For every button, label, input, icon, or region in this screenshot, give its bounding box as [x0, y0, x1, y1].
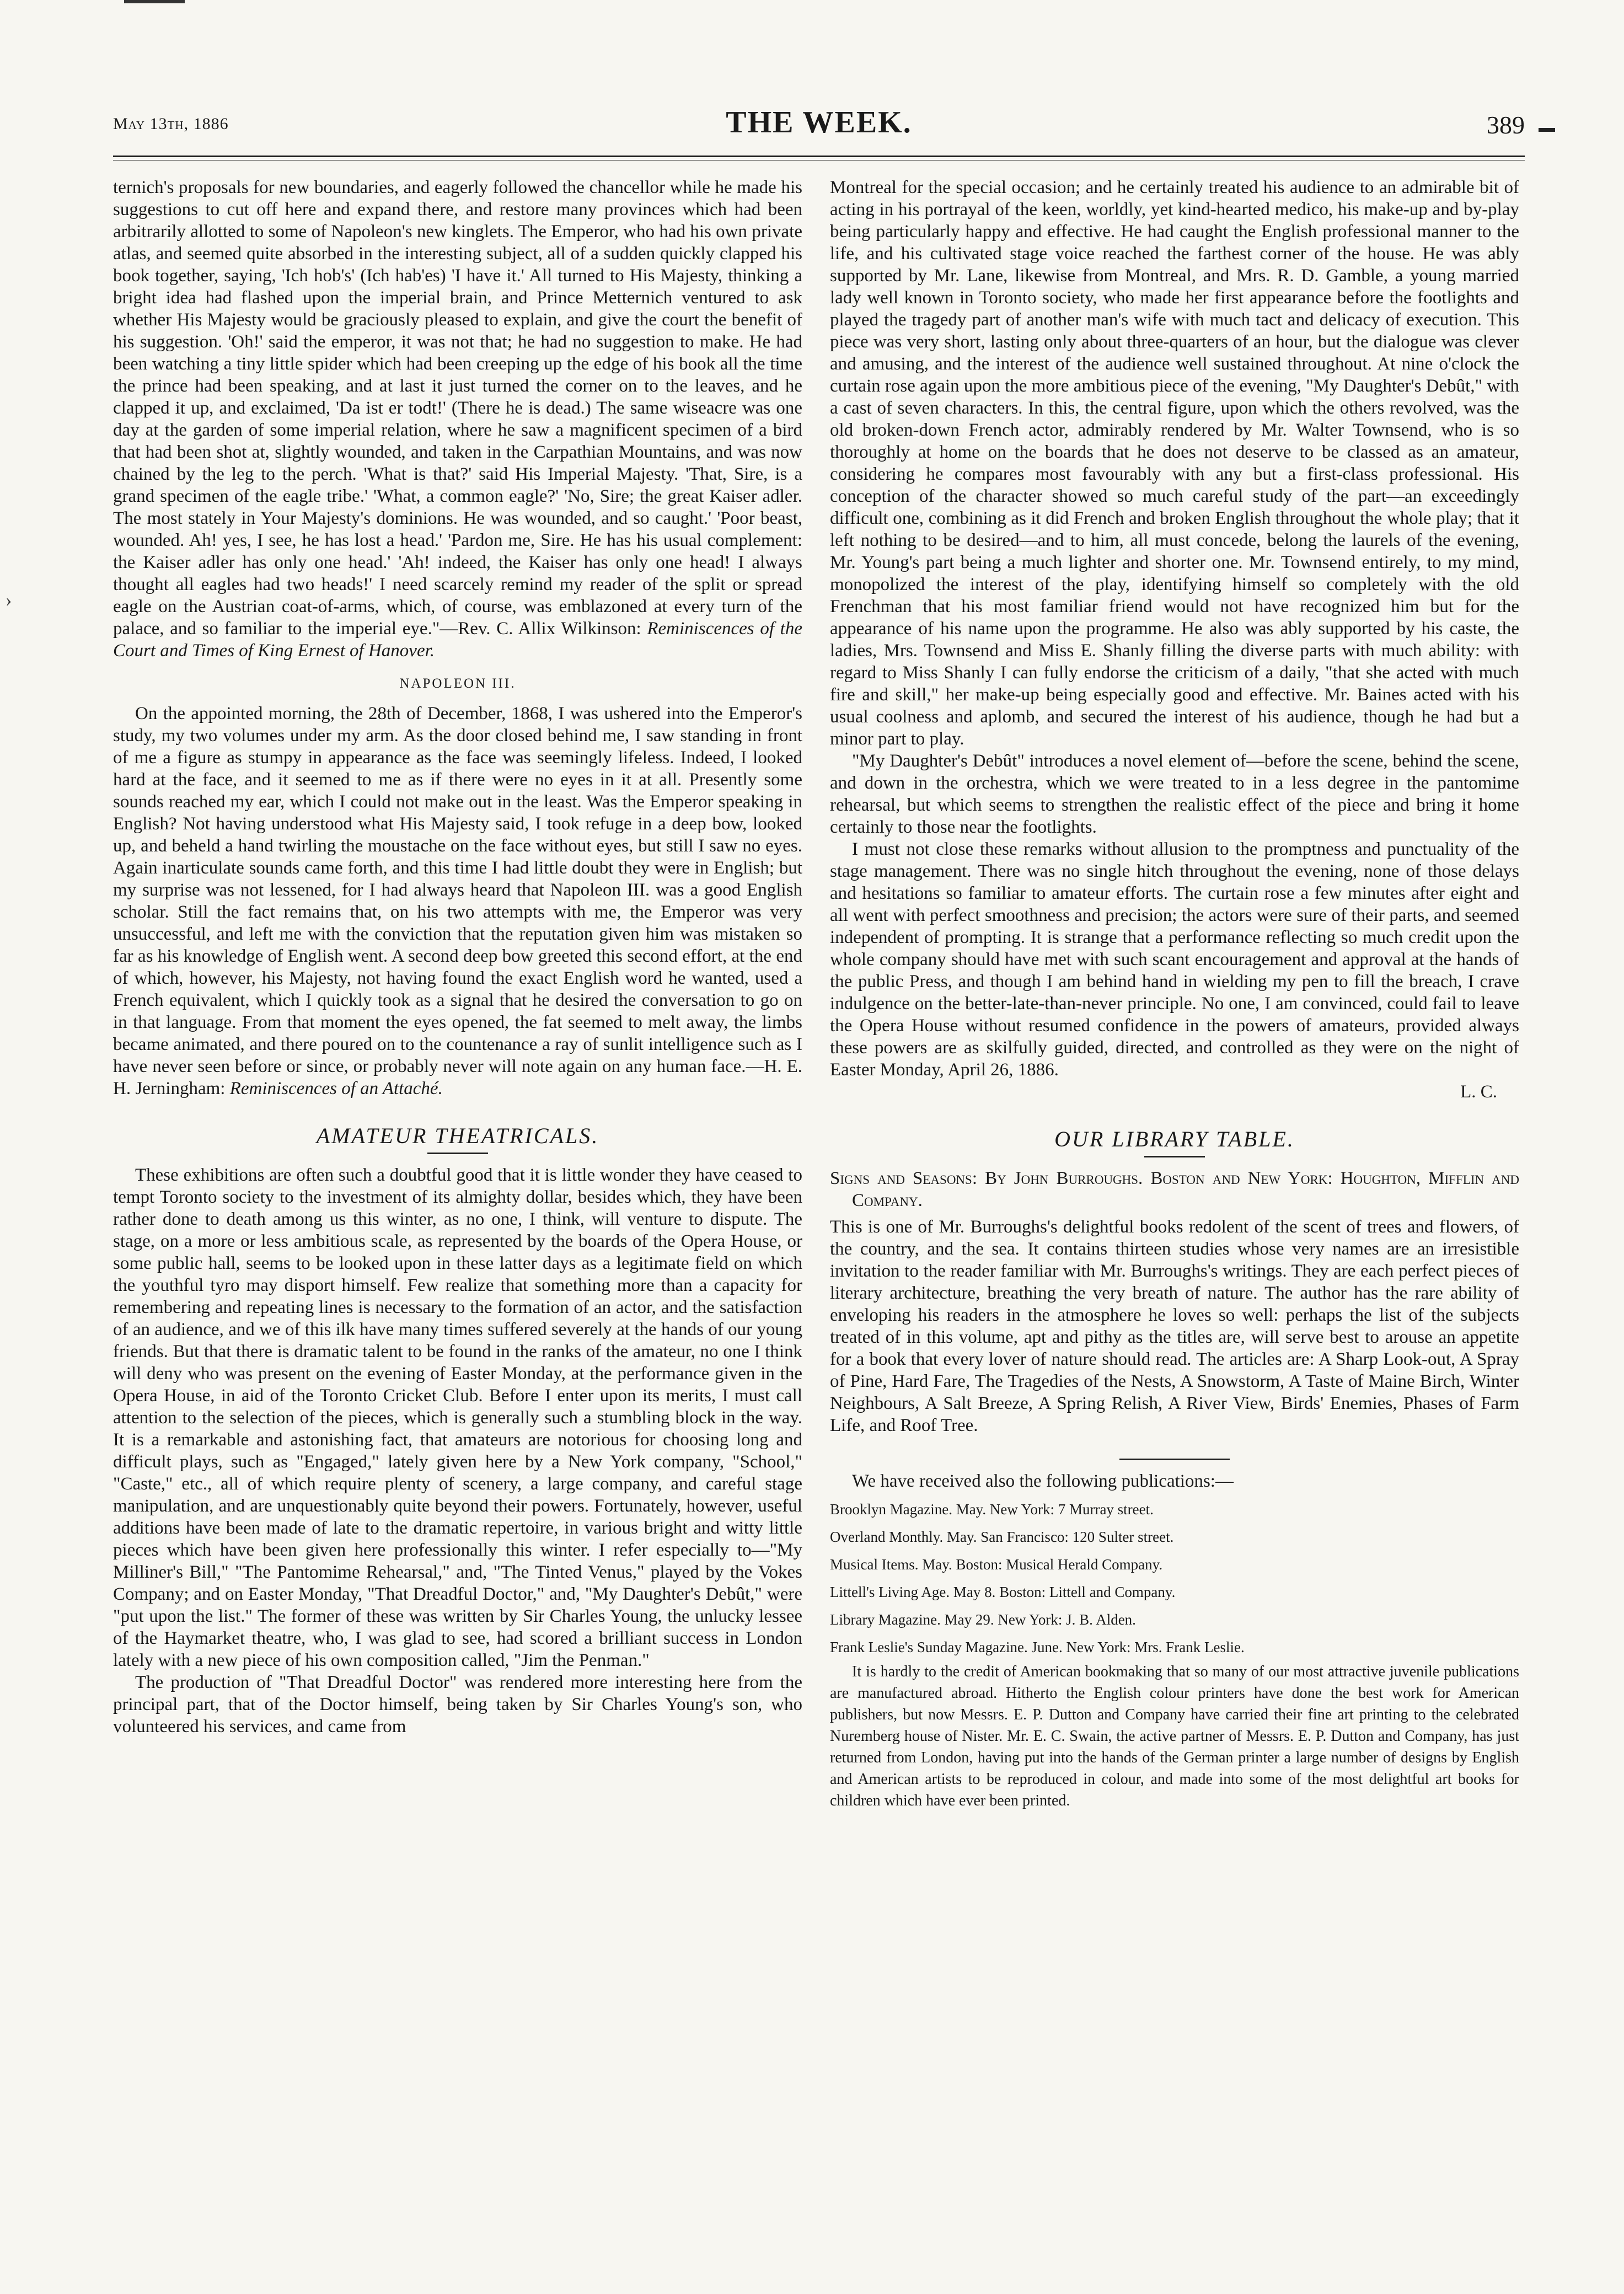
amateur-continued-paragraph: "My Daughter's Debût" introduces a novel element of—before the scene, behind the scene, and down in the orchestra, which we were treated to in a less degree in the pantomime rehearsal, but which seems to strengthen the realistic effect of the piece and bring it home certainly to those near the footlights.	[830, 751, 1519, 837]
section-divider	[1144, 1156, 1205, 1157]
napoleon-article	[113, 703, 802, 1100]
masthead-title: THE WEEK.	[726, 105, 912, 140]
amateur-paragraph: These exhibitions are often such a doubtful good that it is little wonder they have ceased to tempt Toronto society to the investment of its almighty dollar, besides which, they have been rather done to death among us this winter, as no one, I think, will venture to dispute. The stage, on a more or less ambitious scale, as represented by the boards of the Opera House, or some public hall, seems to be looked upon in these latter days as a legitimate field on which the youthful tyro may disport himself. Few realize that something more than a capacity for remembering and repeating lines is necessary to the formation of an actor, and the satisfaction of an audience, and we of this ilk have many times suffered severely at the hands of our young friends. But that there is dramatic talent to be found in the ranks of the amateur, no one I think will deny who was present on the evening of Easter Monday, at the performance given in the Opera House, in aid of the Toronto Cricket Club. Before I enter upon its merits, I must call attention to the selection of the pieces, which is generally such a stumbling block in the way. It is a remarkable and astonishing fact, that amateurs are notorious for choosing long and difficult plays, such as "Engaged," lately given here by a New York company, "School," "Caste," etc., all of which require plenty of scenery, a large company, and careful stage manipulation, and are unquestionably quite beyond their powers. Fortunately, however, useful additions have been made of late to the dramatic repertoire, in various bright and witty little pieces which have been given here professionally this winter. I refer especially to—"My Milliner's Bill," "The Pantomime Rehearsal," and, "The Tinted Venus," played by the Vokes Company; and on Easter Monday, "That Dreadful Doctor," and, "My Daughter's Debût," were "put upon the list." The former of these was written by Sir Charles Young, the unlucky lessee of the Haymarket theatre, who, I was glad to see, had scored a brilliant success in London lately with a new piece of his own composition called, "Jim the Penman."	[113, 1165, 802, 1670]
anecdote-citation: Reminiscences of the Court and Times of King Ernest of Hanover.	[113, 619, 803, 661]
publications-intro: We have received also the following publications:—	[852, 1471, 1234, 1491]
page-number: 389	[1487, 111, 1525, 139]
metternich-anecdote	[113, 176, 802, 662]
right-column	[830, 176, 1519, 1811]
margin-arrow-icon: ›	[6, 590, 12, 610]
page-header	[113, 105, 1525, 149]
library-table-heading: OUR LIBRARY TABLE.	[1054, 1127, 1295, 1151]
header-rule	[113, 156, 1525, 157]
top-edge-mark	[124, 0, 185, 3]
publication-item: Musical Items. May. Boston: Musical Herald Company.	[830, 1556, 1163, 1573]
bookmaking-note: It is hardly to the credit of American bookmaking that so many of our most attractive juvenile publications are manufactured abroad. Hitherto the English colour printers have done the best work for American publishers, but now Messrs. E. P. Dutton and Company have carried their fine art printing to the celebrated Nuremberg house of Nister. Mr. E. C. Swain, the active partner of Messrs. E. P. Dutton and Company, has just returned from London, having put into the hands of the German printer a large number of designs by English and American artists to be reproduced in colour, and made into some of the most delightful art books for children which have ever been printed.	[830, 1663, 1519, 1809]
review-body: This is one of Mr. Burroughs's delightful books redolent of the scent of trees and flowers, of the country, and the sea. It contains thirteen studies whose very names are an irresistible invitation to the reader familiar with Mr. Burroughs's writings. They are each perfect pieces of literary architecture, breathing the very breath of nature. The author has the rare ability of enveloping his readers in the atmosphere he loves so well: perhaps the list of the subjects treated of in this volume, apt and pithy as the titles are, will serve best to arouse an appetite for a book that every lover of nature should read. The articles are: A Sharp Look-out, A Spray of Pine, Hard Fare, The Tragedies of the Nests, A Snowstorm, A Taste of Maine Birch, Winter Neighbours, A Salt Breeze, A Spring Relish, A River View, Birds' Enemies, Phases of Farm Life, and Roof Tree.	[830, 1217, 1519, 1435]
amateur-continued-paragraph: I must not close these remarks without allusion to the promptness and punctuality of the stage management. There was no single hitch throughout the evening, none of those delays and hesitations so familiar to amateur efforts. The curtain rose a few minutes after eight and all went with perfect smoothness and precision; the actors were sure of their parts, and seemed independent of prompting. It is strange that a performance reflecting so much credit upon the whole company should have met with such scant encouragement and approval at the hands of the public Press, and though I am behind hand in wielding my pen to fill the breach, I crave indulgence on the better-late-than-never principle. No one, I am convinced, could fail to leave the Opera House without resumed confidence in the powers of amateurs, provided always these powers are as skilfully guided, directed, and controlled as they were on the night of Easter Monday, April 26, 1886.	[830, 839, 1519, 1080]
publication-item: Library Magazine. May 29. New York: J. B. Alden.	[830, 1611, 1136, 1628]
section-divider	[427, 1153, 488, 1154]
publication-item: Frank Leslie's Sunday Magazine. June. New York: Mrs. Frank Leslie.	[830, 1639, 1245, 1655]
amateur-theatricals-heading: AMATEUR THEATRICALS.	[316, 1123, 599, 1148]
article-signature: L. C.	[1460, 1082, 1497, 1102]
publication-item: Overland Monthly. May. San Francisco: 120 Sulter street.	[830, 1529, 1174, 1545]
publication-item: Littell's Living Age. May 8. Boston: Littell and Company.	[830, 1584, 1176, 1600]
section-divider	[1119, 1459, 1230, 1460]
publications-list	[830, 1470, 1519, 1661]
review-title-text: Signs and Seasons: By John Burroughs. Boston and New York: Houghton, Mifflin and Company.	[830, 1169, 1519, 1210]
left-column	[113, 176, 802, 1738]
publication-item: Brooklyn Magazine. May. New York: 7 Murray street.	[830, 1501, 1154, 1518]
napoleon-citation: Reminiscences of an Attaché.	[229, 1079, 443, 1098]
review-title	[830, 1167, 1519, 1212]
napoleon-heading: NAPOLEON III.	[399, 676, 516, 691]
page-number-dash	[1539, 128, 1555, 132]
amateur-paragraph: The production of "That Dreadful Doctor" was rendered more interesting here from the principal part, that of the Doctor himself, being taken by Sir Charles Young's son, who volunteered his services, and came from	[113, 1673, 802, 1736]
amateur-continued-paragraph: Montreal for the special occasion; and he certainly treated his audience to an admirable bit of acting in his portrayal of the keen, worldly, yet kind-hearted medico, his make-up and by-play being particularly happy and effective. He had caught the English professional manner to the life, and his cultivated stage voice reached the farthest corner of the house. He was ably supported by Mr. Lane, likewise from Montreal, and Mrs. R. D. Gamble, a young married lady well known in Toronto society, who made her first appearance before the footlights and played the tragedy part of another man's wife with much tact and delicacy of execution. This piece was very short, lasting only about three-quarters of an hour, but the dialogue was clever and amusing, and the interest of the audience well sustained throughout. At nine o'clock the curtain rose again upon the more ambitious piece of the evening, "My Daughter's Debût," with a cast of seven characters. In this, the central figure, upon which the others revolved, was the old broken-down French actor, admirably rendered by Mr. Walter Townsend, who is so thoroughly at home on the boards that he does not deserve to be classed as an amateur, considering he compares most favourably with any but a first-class professional. His conception of the character showed so much careful study of the part—an exceedingly difficult one, combining as it did French and broken English throughout the whole play; that it left nothing to be desired—and to him, all must concede, belong the laurels of the evening, Mr. Young's part being a much lighter and shorter one. Mr. Townsend entirely, to my mind, monopolized the interest of the play, identifying himself so completely with the old Frenchman that his most familiar friend would not have recognized him but for the appearance of his name upon the programme. He also was ably supported by his caste, the ladies, Mrs. Townsend and Miss E. Shanly filling the diverse parts with much ability: with regard to Miss Shanly I can fully endorse the criticism of a daily, "that she acted with much fire and skill," her make-up being especially good and effective. Mr. Baines acted with his usual coolness and aplomb, and secured the interest of his audience, though he had but a minor part to play.	[830, 178, 1519, 749]
anecdote-text: ternich's proposals for new boundaries, and eagerly followed the chancellor while he made his suggestions to cut off here and expand there, and restore many provinces which had been arbitrarily allotted to some of Napoleon's new kinglets. The Emperor, who had his own private atlas, and seemed quite absorbed in the interesting subject, all of a sudden quickly clapped his book together, saying, 'Ich hob's' (Ich hab'es) 'I have it.' All turned to His Majesty, thinking a bright idea had flashed upon the imperial brain, and Prince Metternich ventured to ask whether His Majesty would be graciously pleased to explain, and give the court the benefit of his suggestion. 'Oh!' said the emperor, it was not that; he had no suggestion to make. He had been watching a tiny little spider which had been creeping up the edge of his book all the time the prince had been speaking, and at last it just turned the corner on to the leaves, and he clapped it up, and exclaimed, 'Da ist er todt!' (There he is dead.) The same wiseacre was one day at the garden of some imperial relation, where he saw a magnificent specimen of a bird that had been shot at, slightly wounded, and taken in the Carpathian Mountains, and was now chained by the leg to the perch. 'What is that?' said His Imperial Majesty. 'That, Sire, is a grand specimen of the eagle tribe.' 'What, a common eagle?' 'No, Sire; the great Kaiser adler. The most stately in Your Majesty's dominions. He was wounded, and so caught.' 'Poor beast, wounded. Ah! yes, I see, he has lost a head.' 'Pardon me, Sire. He has his usual complement: the Kaiser adler has only one head.' 'Ah! indeed, the Kaiser has only one head! I always thought all eagles had two heads!' I need scarcely remind my reader of the split or spread eagle on the Austrian coat-of-arms, which, of course, was emblazoned at every turn of the palace, and so familiar to the imperial eye."—Rev. C. Allix Wilkinson:	[113, 178, 802, 639]
issue-date: May 13th, 1886	[113, 115, 229, 133]
napoleon-text: On the appointed morning, the 28th of December, 1868, I was ushered into the Emperor's study, my two volumes under my arm. As the door closed behind me, I saw standing in front of me a figure as stumpy in appearance as the face was seemingly lifeless. Indeed, I looked hard at the face, and it seemed to me as if there were no eyes in it at all. Presently some sounds reached my ear, which I could not make out in the least. Was the Emperor speaking in English? Not having understood what His Majesty said, I took refuge in a deep bow, looked up, and beheld a hand twirling the moustache on the face without eyes, but still I saw no eyes. Again inarticulate sounds came forth, and this time I had little doubt they were in English; but my surprise was not lessened, for I had always heard that Napoleon III. was a good English scholar. Still the fact remains that, on his two attempts with me, the Emperor was very unsuccessful, and left me with the conviction that the reputation given him was mistaken so far as his knowledge of English went. A second deep bow greeted this second effort, at the end of which, however, his Majesty, not having found the exact English word he wanted, used a French equivalent, which I quickly took as a signal that he desired the conversation to go on in that language. From that moment the eyes opened, the fat seemed to melt away, the limbs became animated, and there poured on to the countenance a ray of sunlit intelligence such as I have never seen before or since, or probably never will note again on any human face.—H. E. H. Jerningham:	[113, 704, 802, 1098]
